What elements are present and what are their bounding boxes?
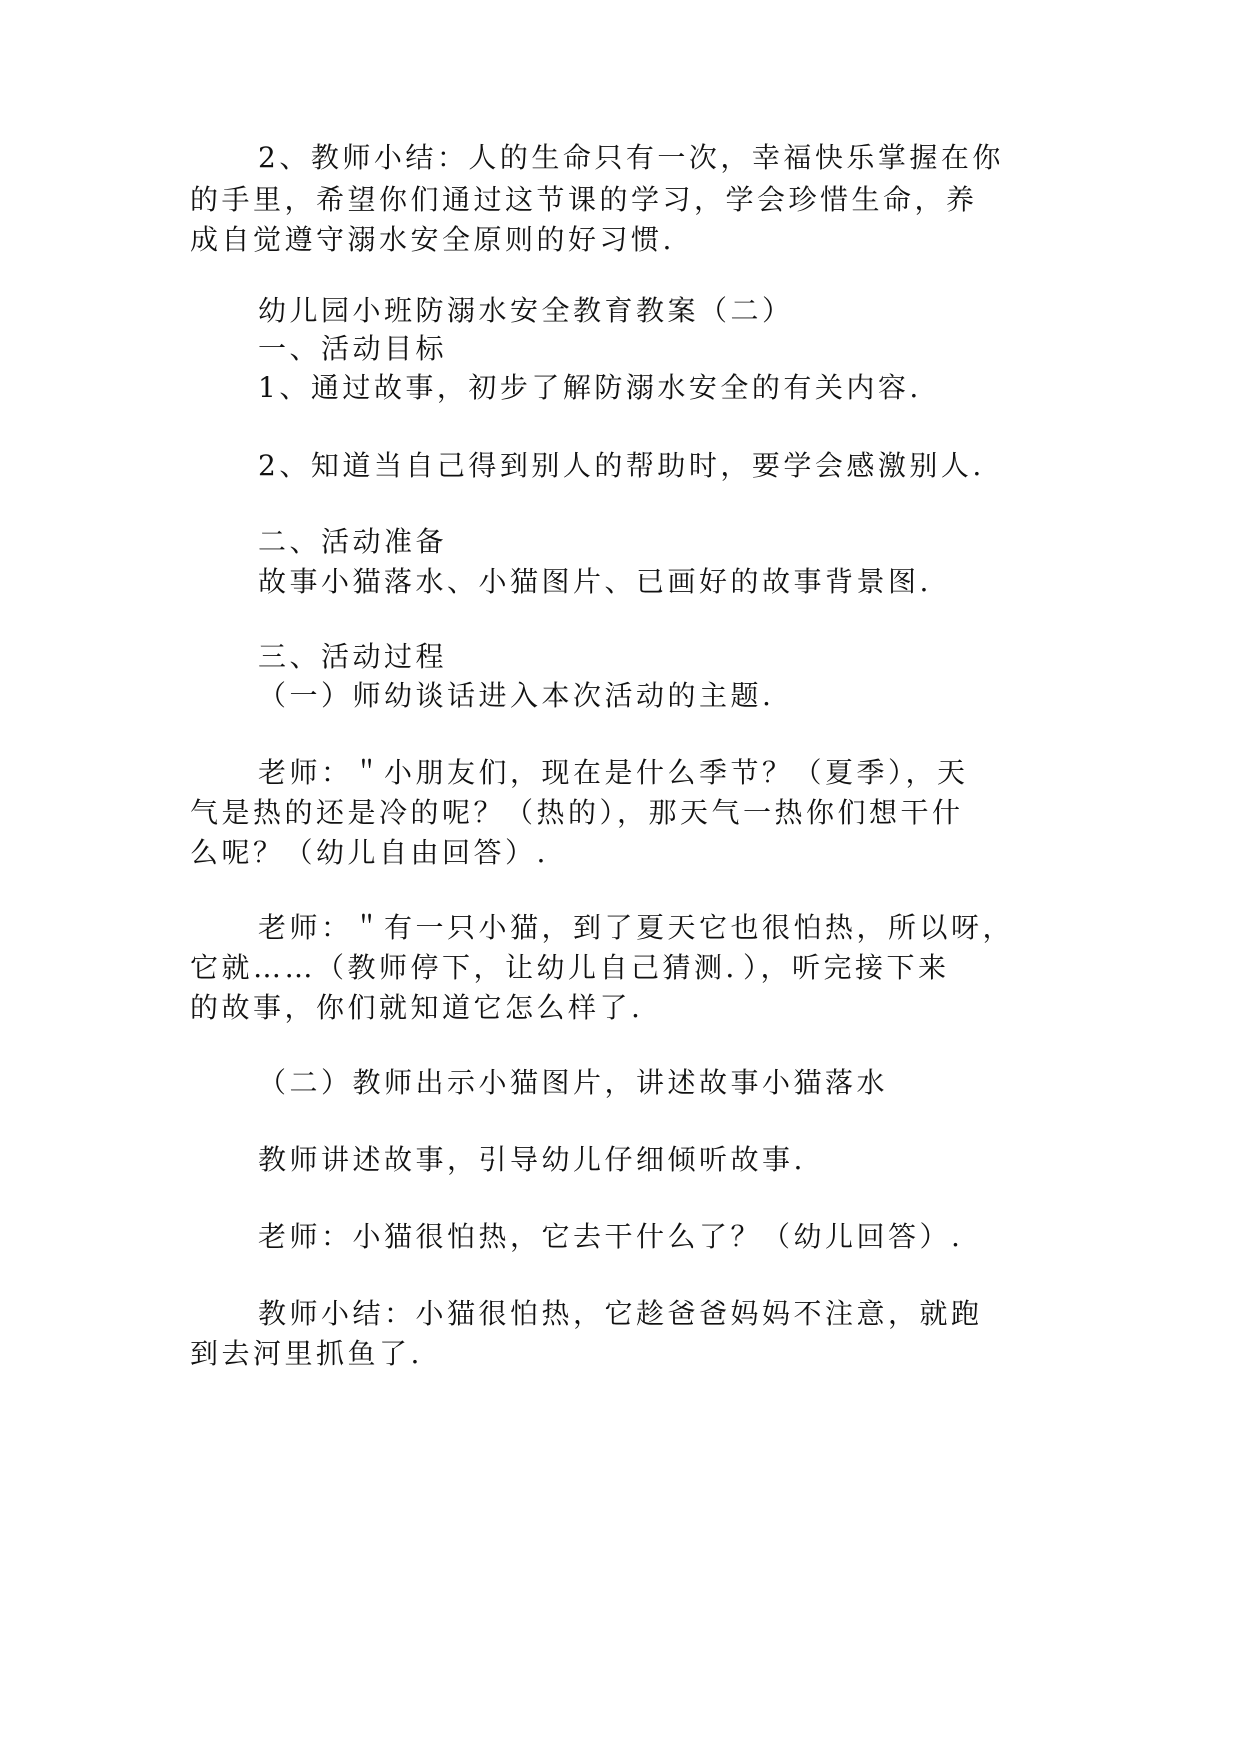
text-line: 2、知道当自己得到别人的帮助时，要学会感激别人. [258, 449, 985, 482]
heading: 二、活动准备 [258, 525, 448, 558]
text-line: 到去河里抓鱼了. [190, 1337, 423, 1370]
text-line: 成自觉遵守溺水安全原则的好习惯. [190, 223, 675, 256]
text-line: 教师小结：小猫很怕热，它趁爸爸妈妈不注意，就跑 [258, 1297, 983, 1330]
text-line: 故事小猫落水、小猫图片、已画好的故事背景图. [258, 565, 932, 598]
text-line: 1、通过故事，初步了解防溺水安全的有关内容. [258, 371, 922, 404]
text-line: （一）师幼谈话进入本次活动的主题. [258, 679, 775, 712]
text-line: 教师讲述故事，引导幼儿仔细倾听故事. [258, 1143, 806, 1176]
text-line: （二）教师出示小猫图片，讲述故事小猫落水 [258, 1066, 889, 1099]
heading: 一、活动目标 [258, 332, 448, 365]
text-line: 2、教师小结：人的生命只有一次，幸福快乐掌握在你 [258, 141, 1004, 174]
text-line: 它就……（教师停下，让幼儿自己猜测．），听完接下来 [190, 951, 950, 984]
text-line: 老师：＂有一只小猫，到了夏天它也很怕热，所以呀， [258, 911, 1015, 944]
text-line: 老师：小猫很怕热，它去干什么了？（幼儿回答）. [258, 1220, 964, 1253]
text-line: 老师：＂小朋友们，现在是什么季节？（夏季），天 [258, 756, 969, 789]
heading: 三、活动过程 [258, 640, 448, 673]
text-line: 的故事，你们就知道它怎么样了. [190, 991, 644, 1024]
section-title: 幼儿园小班防溺水安全教育教案（二） [258, 294, 794, 327]
text-line: 么呢？（幼儿自由回答）. [190, 836, 549, 869]
text-line: 气是热的还是冷的呢？（热的），那天气一热你们想干什 [190, 796, 964, 829]
text-line: 的手里，希望你们通过这节课的学习，学会珍惜生命，养 [190, 183, 978, 216]
